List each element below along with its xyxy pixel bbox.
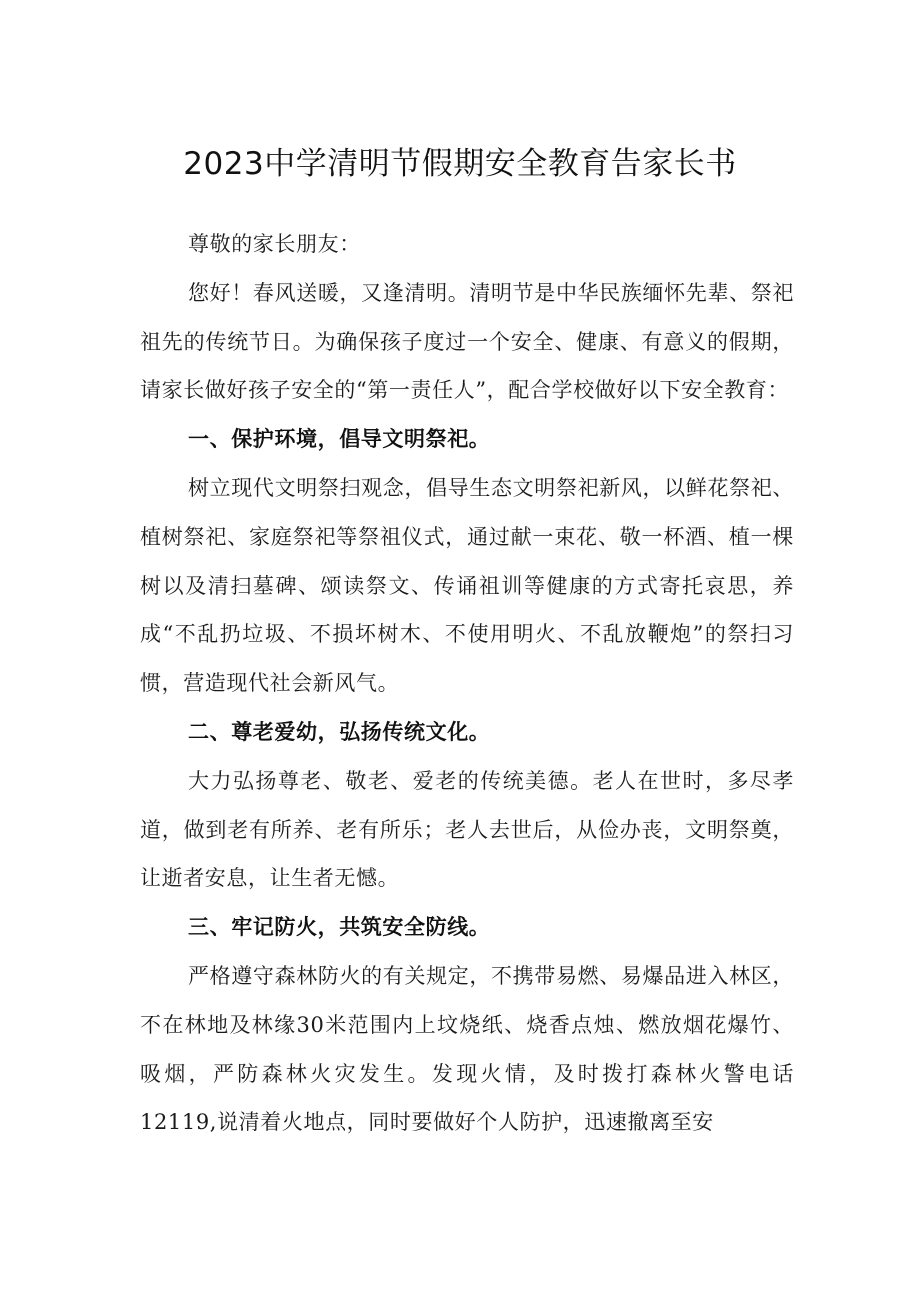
section-heading-1: 一、保护环境，倡导文明祭祀。 <box>188 427 491 452</box>
section-heading-3: 三、牢记防火，共筑安全防线。 <box>188 915 491 940</box>
salutation: 尊敬的家长朋友： <box>188 232 361 256</box>
section-heading-2: 二、尊老爱幼，弘扬传统文化。 <box>188 719 491 744</box>
section-paragraph-1: 树立现代文明祭扫观念，倡导生态文明祭祀新风，以鲜花祭祀、植树祭祀、家庭祭祀等祭祖仪式，通过献一束花、敬一杯酒、植一棵树以及清扫墓碑、颂读祭文、传诵祖训等健康的方式寄托哀思，养成“不乱扔垃圾、不损坏树木、不使用明火、不乱放鞭炮”的祭扫习惯，营造现代社会新风气。 <box>140 475 794 696</box>
intro-paragraph: 您好！春风送暖，又逢清明。清明节是中华民族缅怀先辈、祭祀祖先的传统节日。为确保孩子度过一个安全、健康、有意义的假期，请家长做好孩子安全的“第一责任人”，配合学校做好以下安全教育： <box>140 280 794 403</box>
section-paragraph-3: 严格遵守森林防火的有关规定，不携带易燃、易爆品进入林区，不在林地及林缘30米范围内上坟烧纸、烧香点烛、燃放烟花爆竹、吸烟，严防森林火灾发生。发现火情，及时拨打森林火警电话12119,说清着火地点，同时要做好个人防护，迅速撤离至安 <box>140 963 794 1135</box>
document-body <box>140 220 794 1147</box>
section-paragraph-2: 大力弘扬尊老、敬老、爱老的传统美德。老人在世时，多尽孝道，做到老有所养、老有所乐；老人去世后，从俭办丧，文明祭奠，让逝者安息，让生者无憾。 <box>140 768 794 891</box>
document-title: 2023中学清明节假期安全教育告家长书 <box>183 146 737 182</box>
